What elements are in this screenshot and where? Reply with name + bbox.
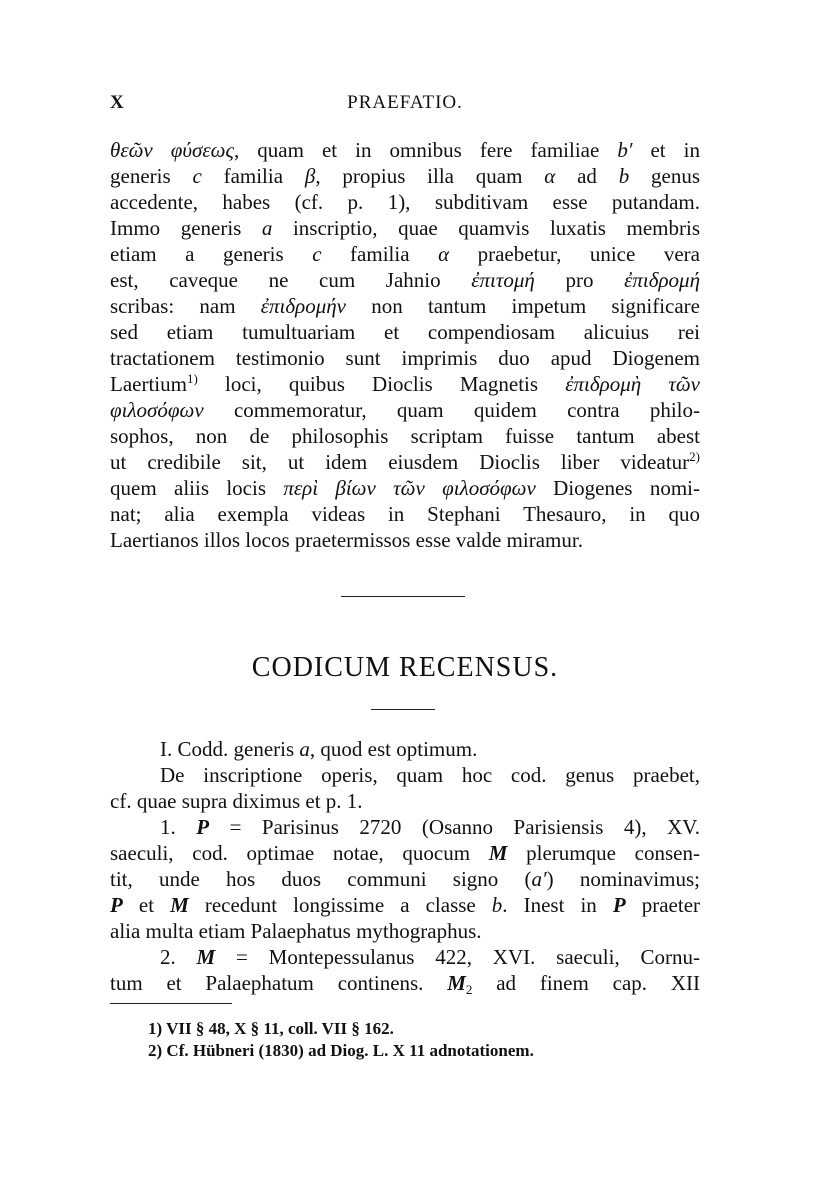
text-line: saeculi, cod. optimae notae, quocum M plerumque consen- [110, 841, 700, 865]
running-header [110, 92, 700, 122]
text-line: quem aliis locis περὶ βίων τῶν φιλοσόφων Diogenes nomi- [110, 476, 700, 500]
text-line: Immo generis a inscriptio, quae quamvis luxatis membris [110, 216, 700, 240]
footnote-2: 2) Cf. Hübneri (1830) ad Diog. L. X 11 adnotationem. [148, 1041, 534, 1060]
running-title: PRAEFATIO. [347, 92, 463, 113]
text-line: est, caveque ne cum Jahnio ἐπιτομή pro ἐπιδρομή [110, 268, 700, 292]
text-line: cf. quae supra diximus et p. 1. [110, 789, 363, 813]
text-line: tractationem testimonio sunt imprimis duo apud Diogenem [110, 346, 700, 370]
text-line: I. Codd. generis a, quod est optimum. [160, 737, 478, 761]
text-line: tum et Palaephatum continens. $M_2$ ad finem cap. XII [110, 971, 700, 997]
text-line: sed etiam tumultuariam et compendiosam alicuius rei [110, 320, 700, 344]
text-line: P et M recedunt longissime a classe b. Inest in P praeter [110, 893, 701, 917]
text-line: generis c familia β, propius illa quam α ad b genus [110, 164, 700, 188]
footnote-ref-1: 1) [186, 371, 198, 386]
section-divider [341, 596, 465, 597]
text-line: 2. M = Montepessulanus 422, XVI. saeculi, Cornu- [160, 945, 700, 969]
text-line: ut credibile sit, ut idem eiusdem Dioclis liber videatur$^{2)}$ [110, 449, 700, 474]
text-line: etiam a generis c familia α praebetur, unice vera [110, 242, 700, 266]
text-line: scribas: nam ἐπιδρομήν non tantum impetum significare [110, 294, 700, 318]
text-line: 1. P = Parisinus 2720 (Osanno Parisiensis 4), XV. [160, 815, 700, 839]
text-line: Laertianos illos locos praetermissos esse valde miramur. [110, 528, 583, 552]
heading-rule [371, 709, 435, 710]
text-line: alia multa etiam Palaephatus mythographus. [110, 919, 482, 943]
footnote-rule [110, 1003, 232, 1004]
text-line: Laertium$^{1)}$ loci, quibus Dioclis Magnetis ἐπιδρομὴ τῶν [110, 371, 700, 396]
text-line: De inscriptione operis, quam hoc cod. genus praebet, [160, 763, 700, 787]
text-line: tit, unde hos duos communi signo (a′) nominavimus; [110, 867, 700, 891]
footnote-1: 1) VII § 48, X § 11, coll. VII § 162. [148, 1019, 394, 1038]
page-number: X [110, 92, 125, 113]
text-line: accedente, habes (cf. p. 1), subditivam esse putandam. [110, 190, 700, 214]
text-line: sophos, non de philosophis scriptam fuisse tantum abest [110, 424, 700, 448]
text-line: φιλοσόφων commemoratur, quam quidem contra philo- [110, 398, 700, 422]
text-line: nat; alia exempla videas in Stephani Thesauro, in quo [110, 502, 700, 526]
footnote-ref-2: 2) [689, 449, 700, 464]
text-line: θεῶν φύσεως, quam et in omnibus fere familiae b′ et in [110, 138, 700, 162]
section-heading: CODICUM RECENSUS. [251, 652, 559, 683]
